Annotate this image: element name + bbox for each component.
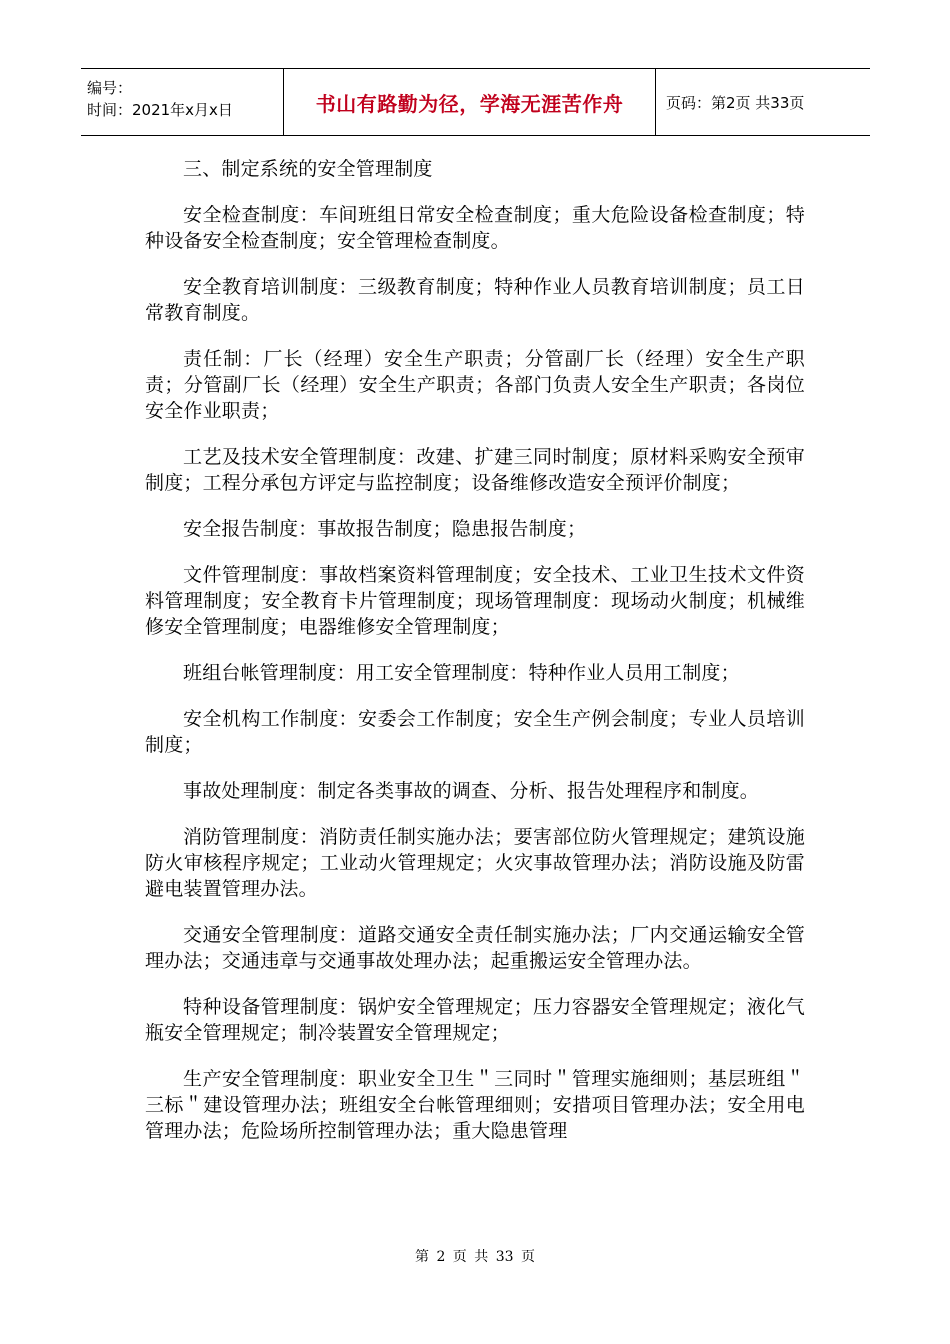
paragraph: 安全教育培训制度：三级教育制度；特种作业人员教育培训制度；员工日常教育制度。 [145, 276, 805, 324]
page-header [81, 68, 870, 136]
paragraph: 班组台帐管理制度：用工安全管理制度：特种作业人员用工制度； [183, 662, 740, 684]
paragraph: 工艺及技术安全管理制度：改建、扩建三同时制度；原材料采购安全预审制度；工程分承包方评定与监控制度；设备维修改造安全预评价制度； [145, 446, 805, 494]
paragraph: 安全机构工作制度：安委会工作制度；安全生产例会制度；专业人员培训制度； [145, 708, 805, 756]
paragraph: 责任制：厂长（经理）安全生产职责；分管副厂长（经理）安全生产职责；分管副厂长（经理）安全生产职责；各部门负责人安全生产职责；各岗位安全作业职责； [145, 348, 805, 422]
section-heading: 三、制定系统的安全管理制度 [183, 158, 433, 180]
paragraph: 安全检查制度：车间班组日常安全检查制度；重大危险设备检查制度；特种设备安全检查制度；安全管理检查制度。 [145, 204, 805, 252]
motto-text: 书山有路勤为径，学海无涯苦作舟 [315, 91, 624, 116]
page-footer [0, 1246, 950, 1266]
paragraph: 安全报告制度：事故报告制度；隐患报告制度； [183, 518, 587, 540]
time-label: 时间：2021年x月x日 [87, 101, 233, 119]
paragraph: 事故处理制度：制定各类事故的调查、分析、报告处理程序和制度。 [183, 780, 760, 802]
paragraph: 特种设备管理制度：锅炉安全管理规定；压力容器安全管理规定；液化气瓶安全管理规定；制冷装置安全管理规定； [145, 996, 805, 1044]
paragraph: 文件管理制度：事故档案资料管理制度；安全技术、工业卫生技术文件资料管理制度；安全教育卡片管理制度；现场管理制度：现场动火制度；机械维修安全管理制度；电器维修安全管理制度； [145, 564, 805, 638]
footer-page-number: 第 2 页 共 33 页 [415, 1249, 535, 1265]
page-info-text: 页码：第2页 共33页 [666, 93, 805, 112]
paragraph: 生产安全管理制度：职业安全卫生＂三同时＂管理实施细则；基层班组＂三标＂建设管理办法；班组安全台帐管理细则；安措项目管理办法；安全用电管理办法；危险场所控制管理办法；重大隐患管理 [145, 1068, 805, 1142]
paragraph: 交通安全管理制度：道路交通安全责任制实施办法；厂内交通运输安全管理办法；交通违章与交通事故处理办法；起重搬运安全管理办法。 [145, 924, 805, 972]
document-body [145, 156, 805, 1164]
header-motto-cell [284, 69, 656, 135]
header-info-cell [81, 69, 284, 135]
header-page-cell [656, 69, 870, 135]
number-label: 编号： [87, 79, 133, 97]
paragraph: 消防管理制度：消防责任制实施办法；要害部位防火管理规定；建筑设施防火审核程序规定；工业动火管理规定；火灾事故管理办法；消防设施及防雷避电装置管理办法。 [145, 826, 805, 900]
